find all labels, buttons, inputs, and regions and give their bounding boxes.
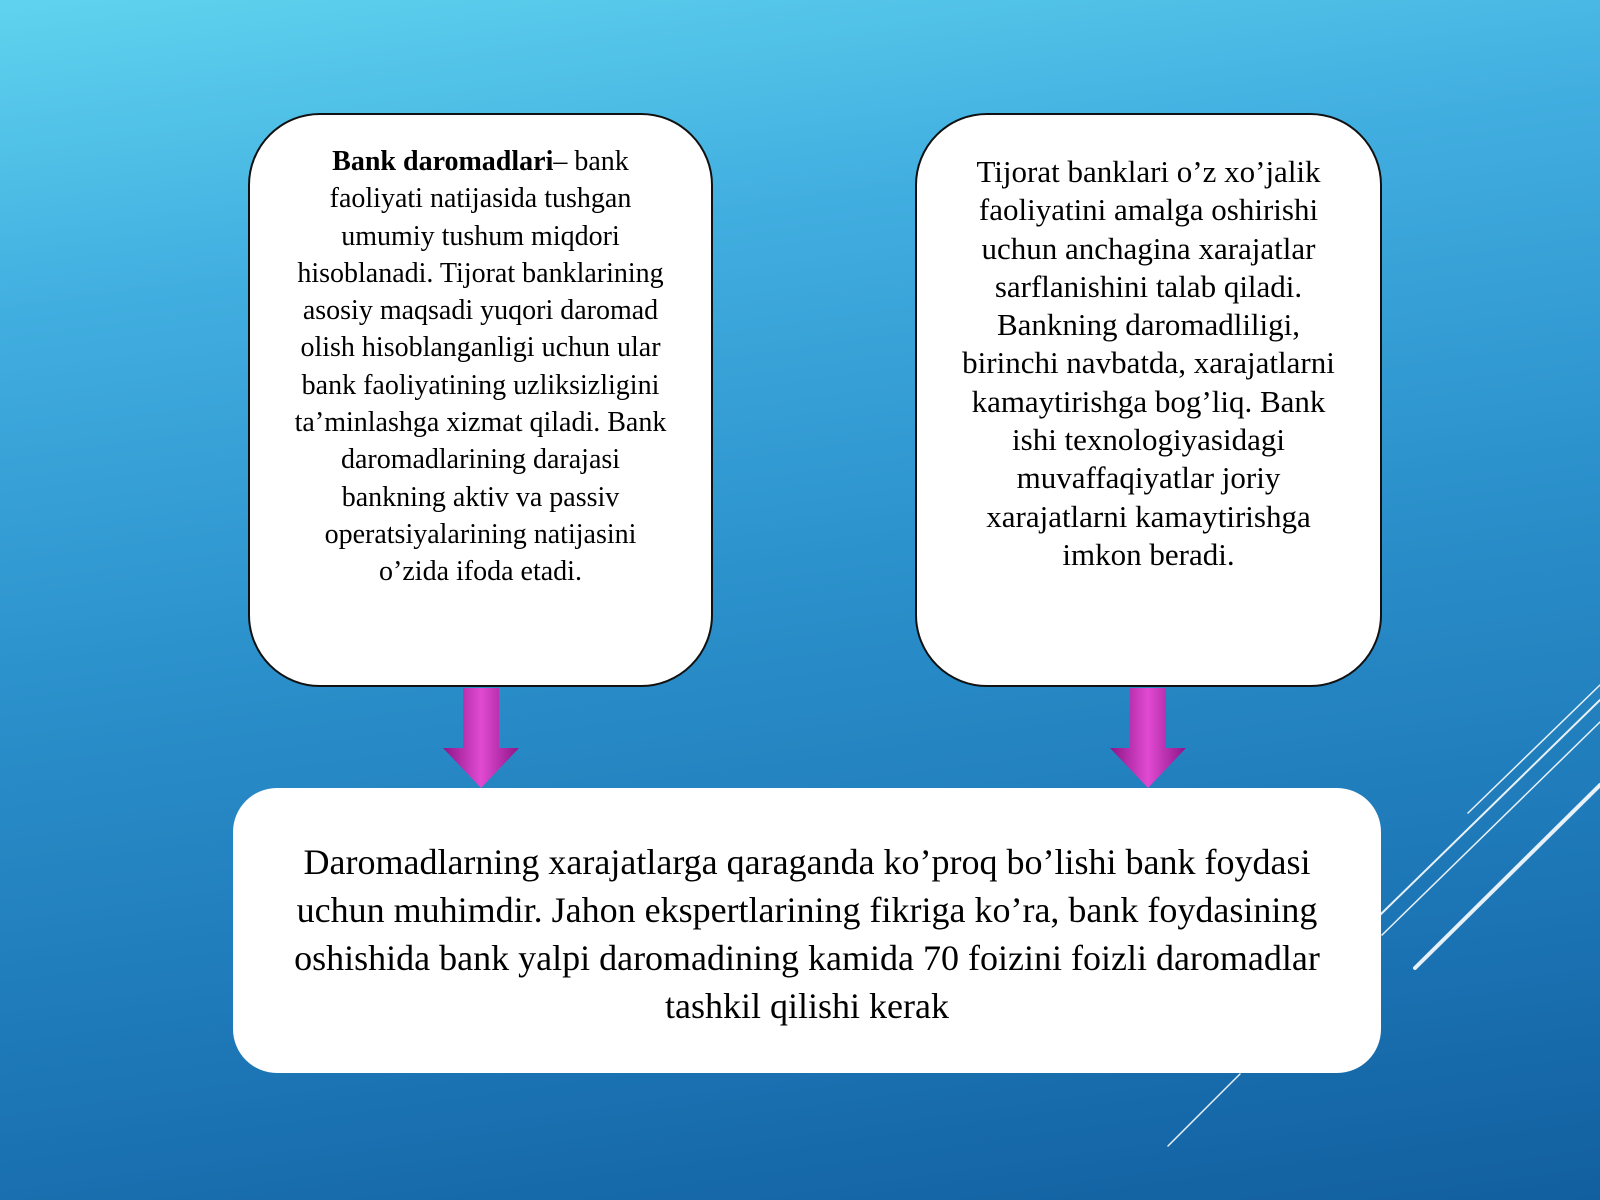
bank-revenue-term: Bank daromadlari	[332, 146, 554, 177]
profit-conclusion-box	[233, 788, 1381, 1073]
down-arrow-left	[443, 688, 519, 788]
bank-expenses-text: Tijorat banklari o’z xo’jalik faoliyatini amalga oshirishi uchun anchagina xarajatlar sarflanishini talab qiladi. Bankning daromadliligi, birinchi navbatda, xarajatlarni kamaytirishga bog’liq. Bank ishi texnologiyasidagi muvaffaqiyatlar joriy xarajatlarni kamaytirishga imkon beradi.	[962, 154, 1335, 572]
bank-revenue-definition-box	[248, 113, 713, 687]
profit-conclusion-text: Daromadlarning xarajatlarga qaraganda ko’proq bo’lishi bank foydasi uchun muhimdir. Jahon ekspertlarining fikriga ko’ra, bank foydasining oshishida bank yalpi daromadining kamida 70 foizini foizli daromadlar tashkil qilishi kerak	[294, 842, 1320, 1026]
down-arrow-right	[1110, 688, 1186, 788]
bank-revenue-definition: – bank faoliyati natijasida tushgan umumiy tushum miqdori hisoblanadi. Tijorat banklarining asosiy maqsadi yuqori daromad olish hisoblanganligi uchun ular bank faoliyatining uzliksizligini ta’minlashga xizmat qiladi. Bank daromadlarining darajasi bankning aktiv va passiv operatsiyalarining natijasini o’zida ifoda etadi.	[294, 146, 667, 588]
bank-expenses-box	[915, 113, 1382, 687]
